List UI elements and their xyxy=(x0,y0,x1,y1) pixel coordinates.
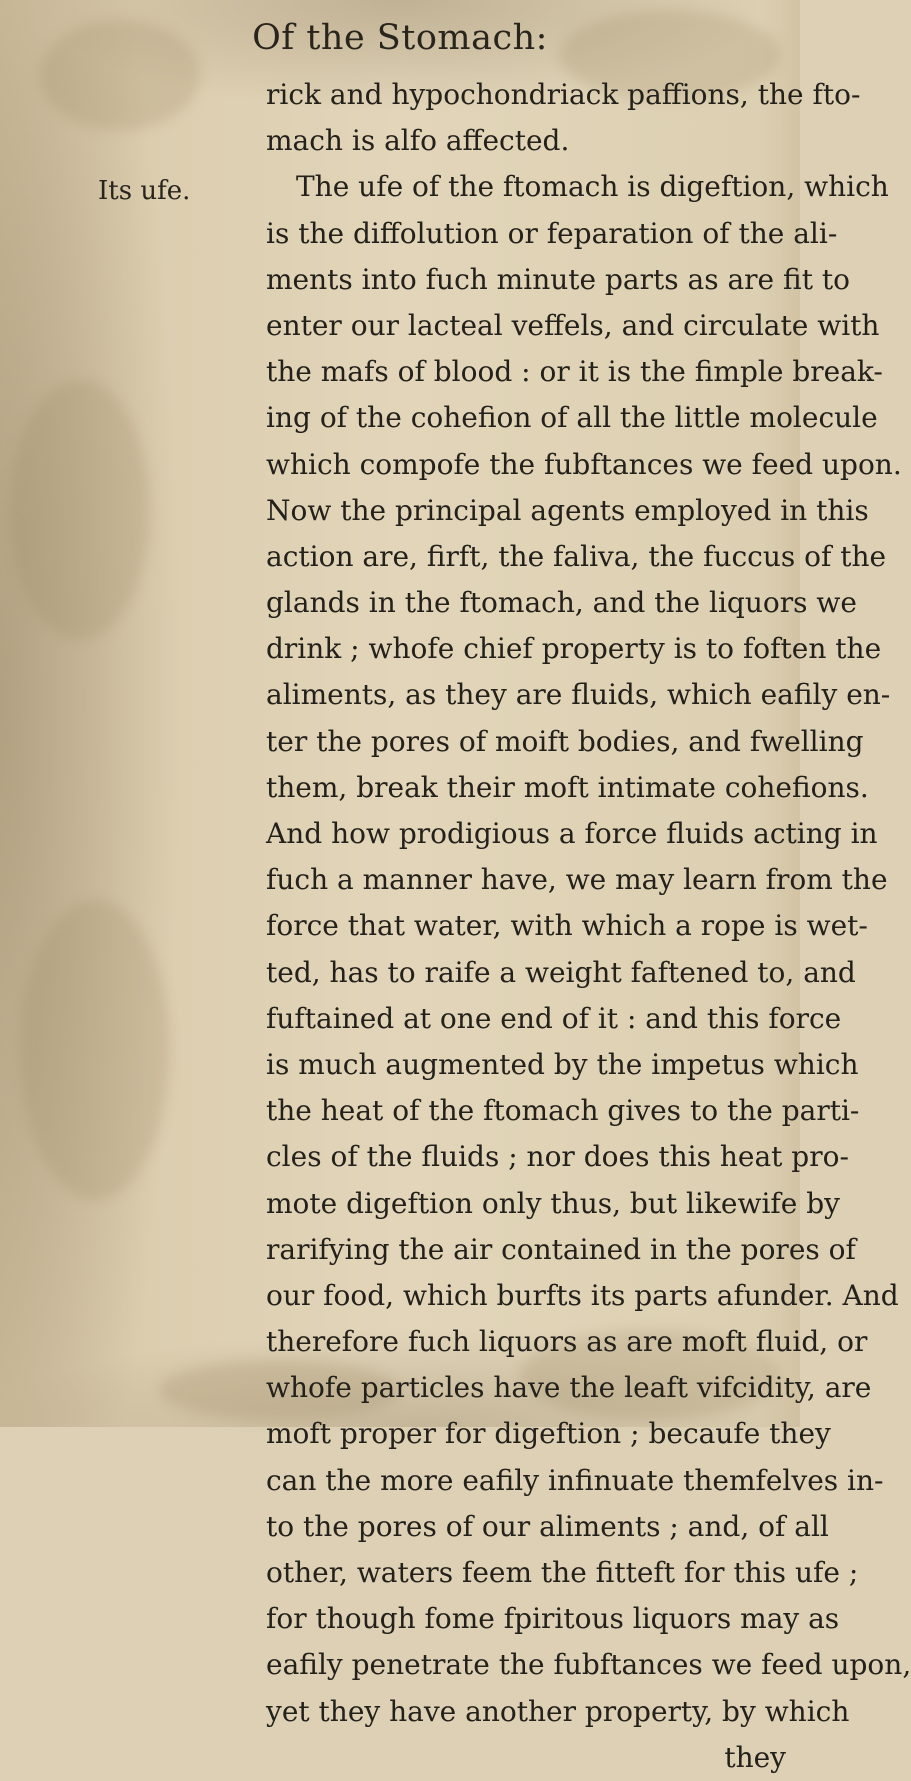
body-text xyxy=(266,72,911,1781)
text-line: the mafs of blood : or it is the fimple break- xyxy=(266,355,883,389)
text-line: cles of the fluids ; nor does this heat pro- xyxy=(266,1140,849,1174)
text-line: fuch a manner have, we may learn from the xyxy=(266,863,888,897)
text-line: rarifying the air contained in the pores of xyxy=(266,1232,856,1266)
text-line: ments into fuch minute parts as are fit to xyxy=(266,262,850,296)
text-line: drink ; whofe chief property is to foften the xyxy=(266,632,882,666)
text-line: ter the pores of moift bodies, and fwelling xyxy=(266,724,864,758)
text-line: our food, which burfts its parts afunder. And xyxy=(266,1278,899,1312)
text-line: therefore fuch liquors as are moft fluid, or xyxy=(266,1325,868,1359)
text-line: whofe particles have the leaft vifcidity, are xyxy=(266,1371,872,1405)
text-line: other, waters feem the fitteft for this ufe ; xyxy=(266,1556,859,1589)
text-line: ing of the cohefion of all the little molecule xyxy=(266,401,878,435)
text-line: force that water, with which a rope is wet- xyxy=(266,909,868,943)
text-line: to the pores of our aliments ; and, of all xyxy=(266,1509,829,1543)
text-line: which compofe the fubftances we feed upon. xyxy=(266,447,902,481)
text-line: eafily penetrate the fubftances we feed upon, xyxy=(266,1648,911,1682)
text-line: glands in the ftomach, and the liquors we xyxy=(266,586,857,620)
text-line: for though fome fpiritous liquors may as xyxy=(266,1602,840,1636)
text-line: is the diffolution or feparation of the ali- xyxy=(266,216,838,250)
text-line: aliments, as they are fluids, which eafily en- xyxy=(266,678,891,712)
text-line: mach is alfo affected. xyxy=(266,124,570,158)
text-line: yet they have another property, by which xyxy=(266,1694,850,1728)
catchword: they xyxy=(724,1740,786,1774)
text-line: action are, firft, the faliva, the fuccus of the xyxy=(266,539,887,573)
text-line: mote digeftion only thus, but likewife by xyxy=(266,1186,840,1220)
text-line: And how prodigious a force fluids acting in xyxy=(266,817,878,850)
text-line: rick and hypochondriack paffions, the fto- xyxy=(266,78,861,111)
text-line: can the more eafily infinuate themfelves in- xyxy=(266,1463,884,1497)
text-line: ted, has to raife a weight faftened to, and xyxy=(266,955,856,989)
text-line: Now the principal agents employed in this xyxy=(266,493,869,527)
text-line: is much augmented by the impetus which xyxy=(266,1047,859,1081)
text-line: moft proper for digeftion ; becaufe they xyxy=(266,1417,831,1451)
text-line: The ufe of the ftomach is digeftion, which xyxy=(296,170,889,204)
running-head: Of the Stomach: xyxy=(252,18,548,58)
text-line: enter our lacteal veffels, and circulate with xyxy=(266,308,880,342)
margin-note: Its ufe. xyxy=(98,176,191,206)
text-line: them, break their moft intimate cohefions. xyxy=(266,770,869,804)
text-line: the heat of the ftomach gives to the parti- xyxy=(266,1094,860,1128)
text-line: fuftained at one end of it : and this force xyxy=(266,1001,842,1035)
